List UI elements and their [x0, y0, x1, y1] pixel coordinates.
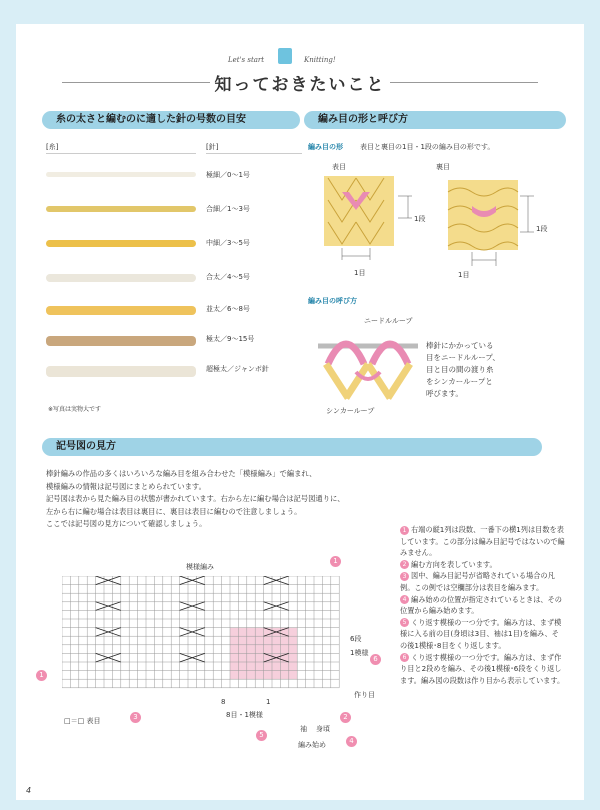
- badge-2: 2: [340, 712, 351, 723]
- yarn-label: 極細／0～1号: [206, 171, 250, 179]
- loop-desc-line: 棒針にかかっている: [426, 341, 494, 350]
- omote-stitch-label: 1目: [354, 269, 366, 277]
- yarn-label: 超極太／ジャンボ針: [206, 365, 269, 373]
- pattern-rows-label: 1模様: [350, 649, 369, 657]
- yarn-row: [46, 330, 336, 350]
- badge-1-top: 1: [330, 556, 341, 567]
- page: [16, 24, 584, 800]
- loop-desc-line: 呼びます。: [426, 389, 463, 398]
- cable-symbol: [180, 602, 205, 611]
- knitting-text: Knitting!: [304, 56, 336, 64]
- yarn-sample: [46, 172, 196, 177]
- sleeve-label: 袖: [300, 725, 307, 733]
- cable-symbol: [180, 653, 205, 662]
- cable-symbol: [96, 576, 121, 585]
- chart-intro: [46, 468, 345, 531]
- notes-list: [400, 524, 566, 686]
- loop-diagram: [318, 324, 418, 402]
- yarn-label: 中細／3～5号: [206, 239, 250, 247]
- note-item: [400, 652, 566, 687]
- cable-symbol: [264, 602, 289, 611]
- note-item: [400, 617, 566, 652]
- cable-symbol: [180, 628, 205, 637]
- yarn-row: [46, 200, 336, 220]
- note-item: [400, 524, 566, 559]
- yarn-sample: [46, 206, 196, 212]
- intro-line: ここでは記号図の見方について確認しましょう。: [46, 519, 207, 529]
- badge-1-left: 1: [36, 670, 47, 681]
- scale-8: 8: [221, 698, 226, 706]
- intro-line: 左から右に編む場合は表目は裏目に、裏目は表目に編むので注意しましょう。: [46, 506, 302, 516]
- badge-6: 6: [370, 654, 381, 665]
- yarn-row: [46, 360, 336, 380]
- ura-stitch-label: 1目: [458, 271, 470, 279]
- yarn-col-header: [糸]: [46, 143, 59, 151]
- intro-line: 記号図は表から見た編み目の状態が書かれています。右から左に編む場合は記号図通りに、: [46, 494, 345, 504]
- stitch-shape-label: 編み目の形: [308, 143, 343, 151]
- yarn-row: [46, 166, 336, 186]
- purl-stitch-drawing: [448, 180, 534, 266]
- loop-explanation: [426, 340, 500, 400]
- cable-symbol: [180, 576, 205, 585]
- cable-symbol: [96, 602, 121, 611]
- cable-symbol: [96, 628, 121, 637]
- sinker-loop-label: シンカーループ: [326, 407, 375, 415]
- yarn-label: 合細／1～3号: [206, 205, 250, 213]
- stitch-shape-desc: 表目と裏目の1目・1段の編み目の形です。: [360, 143, 495, 151]
- stitch-shape-diagram: [316, 170, 556, 280]
- loop-desc-line: 目と目の間の渡り糸: [426, 365, 494, 374]
- cable-symbol: [264, 576, 289, 585]
- body-label: 身頃: [316, 725, 330, 733]
- yarn-row: [46, 268, 336, 288]
- loop-desc-line: 目をニードルループ、: [426, 353, 500, 362]
- intro-line: 棒針編みの作品の多くはいろいろな編み目を組み合わせた「模様編み」で編まれ、: [46, 469, 317, 478]
- yarn-row: [46, 234, 336, 254]
- note-number: 5: [400, 618, 409, 627]
- note-number: 2: [400, 560, 409, 569]
- stitch-repeat-label: 8目・1模様: [226, 711, 263, 719]
- yarn-section-heading: 糸の太さと編むのに適した針の号数の目安: [42, 111, 300, 129]
- cable-symbol: [96, 653, 121, 662]
- note-text: 編み始めの位置が指定されているときは、その位置から編み始めます。: [400, 594, 562, 616]
- symbol-chart-grid: [62, 576, 344, 692]
- note-number: 1: [400, 526, 409, 535]
- cast-on-label: 編み始め: [298, 741, 326, 749]
- yarn-sample: [46, 240, 196, 247]
- page-number: 4: [26, 786, 32, 795]
- yarn-sample: [46, 366, 196, 377]
- note-number: 6: [400, 653, 409, 662]
- cast-on-row-label: 作り目: [354, 691, 375, 699]
- badge-5: 5: [256, 730, 267, 741]
- note-item: [400, 570, 566, 593]
- omote-label: 表目: [332, 163, 346, 171]
- note-item: [400, 559, 566, 571]
- badge-3: 3: [130, 712, 141, 723]
- lets-start-text: Let's start: [228, 56, 265, 64]
- rows-6-label: 6段: [350, 635, 362, 643]
- intro-line: 模様編みの情報は記号図にまとめられています。: [46, 481, 206, 491]
- yarn-col-rule: [46, 153, 196, 154]
- stitch-section-heading: 編み目の形と呼び方: [304, 111, 566, 129]
- omote-row-label: 1段: [414, 215, 426, 223]
- note-text: くり返す模様の一つ分です。編み方は、まず作り目と2段めを編み、その後1模様･6段をくり返します。編み図の段数は作り目から表示しています。: [400, 652, 565, 685]
- yarn-sample: [46, 336, 196, 346]
- note-text: くり返す模様の一つ分です。編み方は、まず模様に入る前の目(身頃は3目、袖は1目)を編み、その後1模様･8目をくり返します。: [400, 617, 562, 650]
- yarn-row: [46, 300, 336, 320]
- note-number: 4: [400, 595, 409, 604]
- needle-col-rule: [206, 153, 302, 154]
- badge-4: 4: [346, 736, 357, 747]
- note-number: 3: [400, 572, 409, 581]
- yarn-label: 合太／4～5号: [206, 273, 250, 281]
- book-icon: [278, 48, 292, 64]
- note-text: 右端の縦1列は段数、一番下の横1列は目数を表しています。この部分は編み目記号ではないので編みません。: [400, 525, 565, 558]
- yarn-sample: [46, 274, 196, 282]
- needle-col-header: [針]: [206, 143, 219, 151]
- ura-row-label: 1段: [536, 225, 548, 233]
- note-text: 図中、編み目記号が省略されている場合の凡例。この例では空欄部分は表目を編みます。: [400, 571, 555, 592]
- note-item: [400, 594, 566, 617]
- legend-omote: □＝□ 表目: [64, 717, 101, 725]
- yarn-label: 並太／6～8号: [206, 305, 250, 313]
- needle-loop-label: ニードルループ: [364, 317, 413, 325]
- chart-section-heading: 記号図の見方: [42, 438, 542, 456]
- stitch-name-label: 編み目の呼び方: [308, 297, 357, 305]
- page-title: 知っておきたいこと: [214, 75, 386, 95]
- ura-label: 裏目: [436, 163, 450, 171]
- knit-stitch-drawing: [324, 176, 412, 260]
- loop-desc-line: をシンカーループと: [426, 377, 493, 386]
- pattern-label: 模様編み: [186, 563, 214, 571]
- note-text: 編む方向を表しています。: [411, 559, 497, 569]
- yarn-sample: [46, 306, 196, 315]
- yarn-label: 極太／9～15号: [206, 335, 255, 343]
- yarn-note: ※写真は実物大です: [48, 406, 102, 413]
- scale-1: 1: [266, 698, 271, 706]
